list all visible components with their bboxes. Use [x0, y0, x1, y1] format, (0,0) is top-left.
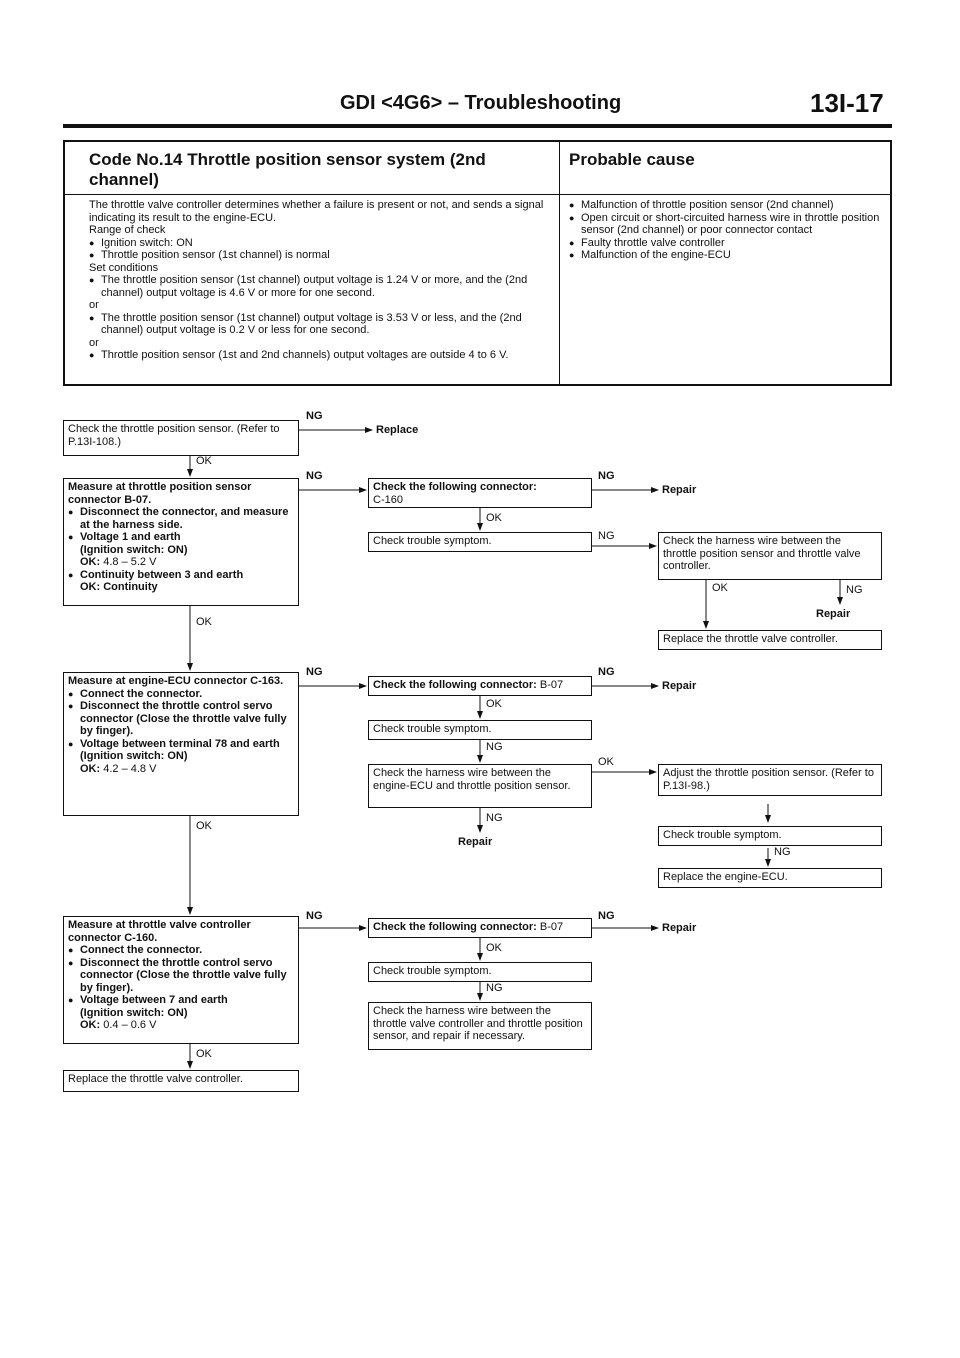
step-item: ● Voltage 1 and earth [68, 531, 294, 544]
step-text: Check trouble symptom. [373, 535, 492, 547]
step-item: ● Voltage between terminal 78 and earth [68, 738, 294, 751]
step-item: ● Continuity between 3 and earth [68, 569, 294, 582]
ng-label: NG [598, 666, 615, 678]
result-repair: Repair [662, 484, 697, 496]
step-text: Replace the throttle valve controller. [663, 633, 838, 645]
connector-id: B-07 [539, 679, 564, 691]
ng-label: NG [486, 812, 503, 824]
step-title: Measure at throttle valve controller connector C-160. [68, 919, 251, 944]
step-text: Replace the engine-ECU. [663, 871, 788, 883]
result-replace: Replace [376, 424, 419, 436]
ng-label: NG [846, 584, 863, 596]
step-text: Check the harness wire between the engine-ECU and throttle position sensor. [373, 767, 571, 792]
ok-label: OK [196, 1048, 212, 1060]
step-measure-ecu-connector [63, 672, 299, 816]
ng-label: NG [598, 470, 615, 482]
step-text: Check the harness wire between the throttle valve controller and throttle position sensor, and repair if necessary. [373, 1005, 583, 1042]
step-check-harness-ecu-sensor [368, 764, 592, 808]
or-label: or [89, 336, 99, 349]
step-item: (Ignition switch: ON) [80, 750, 188, 762]
step-adjust-sensor [658, 764, 882, 796]
ok-label: OK [486, 698, 502, 710]
probable-cause-title: Probable cause [569, 150, 695, 169]
page-number: 13I-17 [810, 88, 884, 118]
cause-item: ● Open circuit or short-circuited harness wire in throttle position sensor (2nd channel) or poor connector contact [569, 212, 887, 237]
step-check-trouble-symptom [658, 826, 882, 846]
step-text: Check the harness wire between the throttle position sensor and throttle valve controller. [663, 535, 861, 572]
ng-label: NG [486, 982, 503, 994]
step-title: Check the following connector: [373, 921, 537, 933]
step-item: ● Disconnect the throttle control servo connector (Close the throttle valve fully by finger). [68, 957, 294, 995]
ok-label: OK [486, 512, 502, 524]
step-text: Adjust the throttle position sensor. (Refer to P.13I-98.) [663, 767, 874, 792]
range-item: ● Throttle position sensor (1st channel) is normal [89, 249, 551, 262]
step-check-connector-b07 [368, 676, 592, 696]
ng-label: NG [306, 666, 323, 678]
step-text: Replace the throttle valve controller. [68, 1073, 243, 1085]
step-item: ● Disconnect the connector, and measure at the harness side. [68, 506, 294, 531]
ok-label: OK [196, 820, 212, 832]
ok-label: OK [598, 756, 614, 768]
ok-label: OK [486, 942, 502, 954]
step-check-harness-sensor-tvc [658, 532, 882, 580]
step-title: Check the following connector: [373, 481, 537, 493]
step-replace-ecu [658, 868, 882, 888]
result-repair: Repair [458, 836, 493, 848]
ng-label: NG [598, 910, 615, 922]
ng-label: NG [774, 846, 791, 858]
ok-value: 4.2 – 4.8 V [103, 762, 157, 775]
ok-value: Continuity [103, 581, 158, 593]
step-title: Measure at engine-ECU connector C-163. [68, 675, 284, 687]
ok-key: OK: [80, 762, 101, 775]
result-repair: Repair [816, 608, 851, 620]
ok-key: OK: [80, 1019, 101, 1031]
step-replace-tvc [658, 630, 882, 650]
step-item: (Ignition switch: ON) [80, 1006, 188, 1019]
ng-label: NG [486, 741, 503, 753]
set-condition: ● The throttle position sensor (1st channel) output voltage is 1.24 V or more, and the (2nd channel) output voltage is 4.6 V or more for one second. [89, 274, 551, 299]
step-text: Check trouble symptom. [373, 965, 492, 977]
step-text: Check trouble symptom. [373, 723, 492, 735]
range-label: Range of check [89, 224, 166, 236]
step-check-connector-c160 [368, 478, 592, 508]
step-measure-sensor-connector [63, 478, 299, 606]
step-text: Check trouble symptom. [663, 829, 782, 841]
description-text: The throttle valve controller determines whether a failure is present or not, and sends a signal indicating its result to the engine-ECU. [89, 199, 544, 224]
ng-label: NG [306, 410, 323, 422]
page-title: GDI <4G6> – Troubleshooting [340, 92, 622, 114]
ok-label: OK [196, 616, 212, 628]
ok-value: 0.4 – 0.6 V [103, 1019, 157, 1031]
step-check-trouble-symptom [368, 532, 592, 552]
step-check-harness-tvc-sensor [368, 1002, 592, 1050]
range-item: ● Ignition switch: ON [89, 237, 551, 250]
or-label: or [89, 299, 99, 311]
step-check-trouble-symptom [368, 962, 592, 982]
connector-id: C-160 [373, 493, 403, 506]
code-title: Code No.14 Throttle position sensor system (2nd channel) [89, 150, 486, 189]
step-item: ● Connect the connector. [68, 944, 294, 957]
step-check-throttle-sensor [63, 420, 299, 456]
step-replace-tvc [63, 1070, 299, 1092]
step-item: ● Connect the connector. [68, 688, 294, 701]
ng-label: NG [598, 530, 615, 542]
set-conditions-label: Set conditions [89, 261, 159, 274]
result-repair: Repair [662, 680, 697, 692]
connector-id: B-07 [539, 921, 564, 933]
cause-item: ● Malfunction of throttle position sensor (2nd channel) [569, 199, 887, 212]
cause-item: ● Malfunction of the engine-ECU [569, 249, 887, 262]
result-repair: Repair [662, 922, 697, 934]
step-measure-tvc-connector [63, 916, 299, 1044]
cause-item: ● Faulty throttle valve controller [569, 237, 887, 250]
ng-label: NG [306, 910, 323, 922]
ok-label: OK [196, 455, 212, 467]
ok-value: 4.8 – 5.2 V [103, 556, 157, 568]
step-title: Measure at throttle position sensor connector B-07. [68, 481, 252, 506]
step-item: ● Voltage between 7 and earth [68, 994, 294, 1007]
set-condition: ● The throttle position sensor (1st channel) output voltage is 3.53 V or less, and the (2nd channel) output voltage is 0.2 V or less for one second. [89, 312, 551, 337]
ng-label: NG [306, 470, 323, 482]
step-check-connector-b07 [368, 918, 592, 938]
step-text: Check the throttle position sensor. (Refer to P.13I-108.) [68, 423, 280, 448]
step-item: ● Disconnect the throttle control servo connector (Close the throttle valve fully by finger). [68, 700, 294, 738]
ok-label: OK [712, 582, 728, 594]
step-title: Check the following connector: [373, 679, 537, 691]
set-condition: ● Throttle position sensor (1st and 2nd channels) output voltages are outside 4 to 6 V. [89, 349, 551, 362]
ok-key: OK: [80, 556, 101, 568]
ok-key: OK: [80, 581, 101, 593]
step-item: (Ignition switch: ON) [80, 543, 188, 556]
step-check-trouble-symptom [368, 720, 592, 740]
